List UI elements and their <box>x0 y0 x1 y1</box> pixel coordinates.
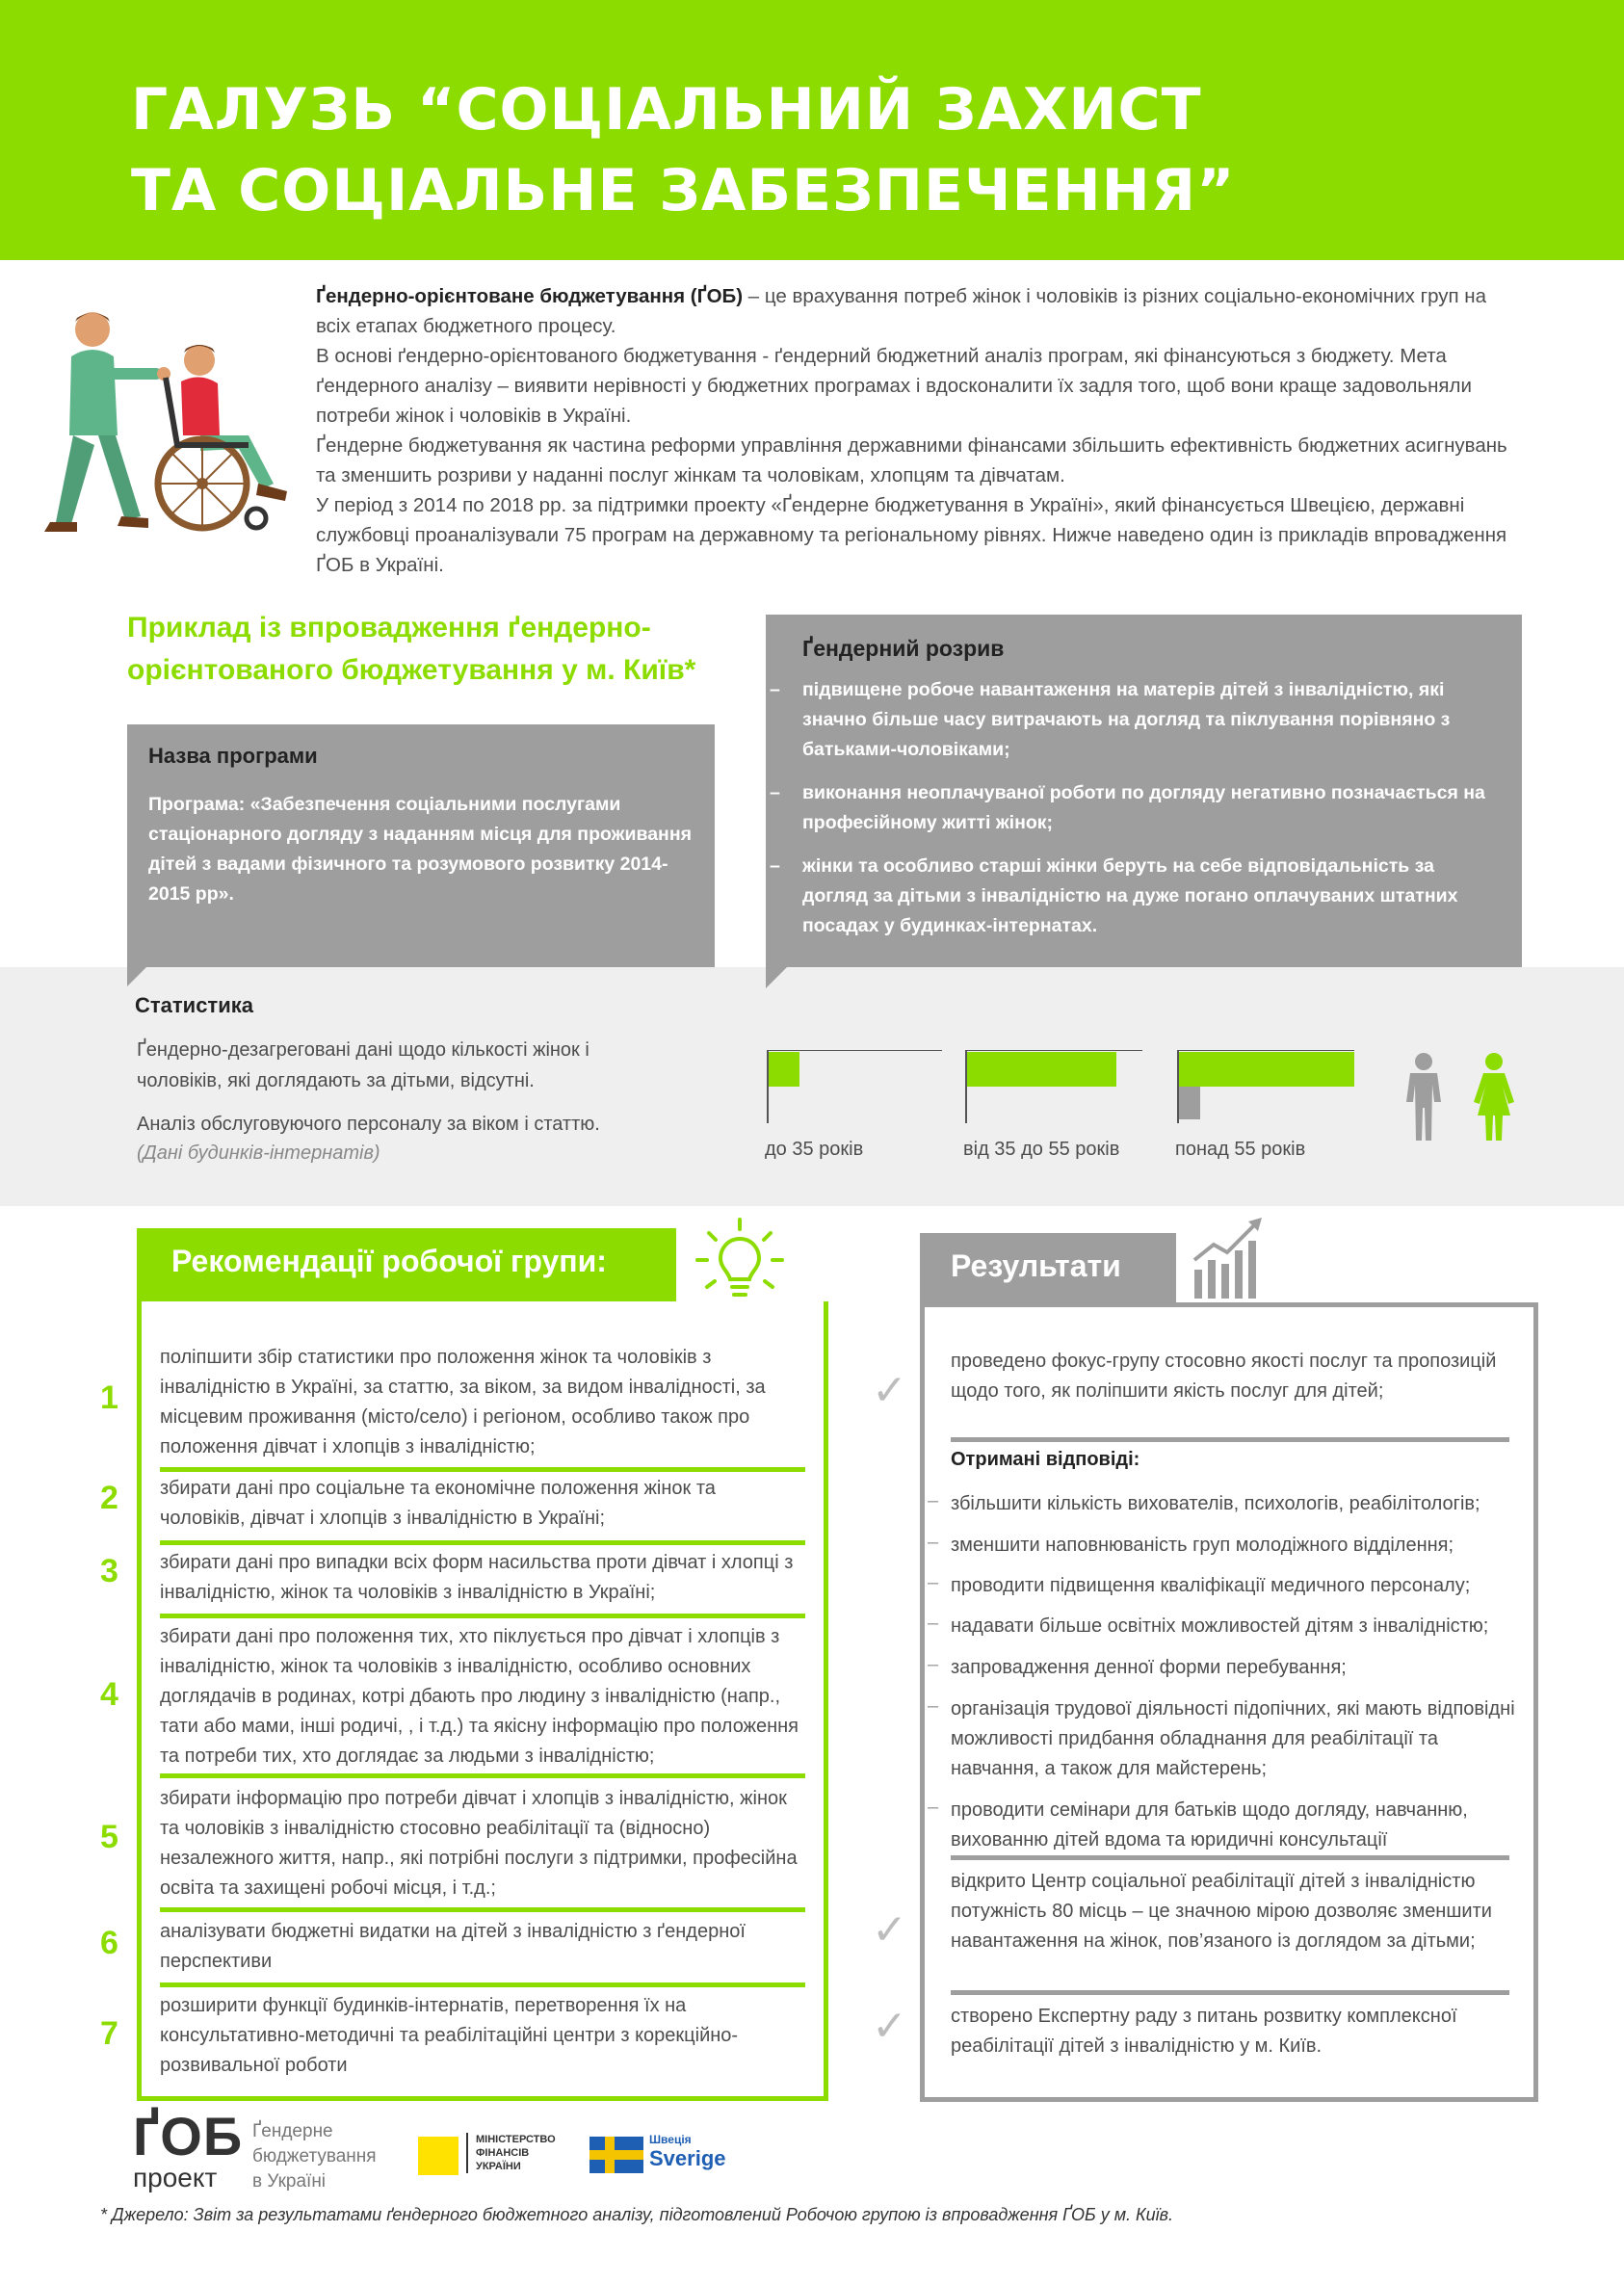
results-answer: запровадження денної форми перебування; <box>951 1657 1347 1678</box>
program-box <box>127 724 715 967</box>
gob-logo-subtext: проект <box>133 2163 218 2192</box>
results-answer: організація трудової діяльності підопічних, які мають відповідні можливості придбання обладнання для реабілітації та навчання, а також для майстерень; <box>951 1698 1515 1779</box>
recommendation-divider <box>160 1540 805 1545</box>
bar-category-label: від 35 до 55 років <box>963 1139 1120 1160</box>
recommendation-divider <box>160 1907 805 1912</box>
intro-definition: – це врахування потреб жінок і чоловіків із різних соціально-економічних груп на всіх етапах бюджетного процесу. <box>316 285 1487 337</box>
statistics-text: Ґендерно-дезагреговані дані щодо кількості жінок і чоловіків, які доглядають за дітьми, відсутні. <box>137 1039 589 1091</box>
recommendation-item: аналізувати бюджетні видатки на дітей з інвалідністю з ґендерної перспективи <box>160 1921 746 1972</box>
recommendation-item: розширити функції будинків-інтернатів, перетворення їх на консультативно-методичні та реабілітаційні центри з корекційно-розвивальної роботи <box>160 1995 739 2076</box>
sweden-logo-big: Sverige <box>649 2146 726 2170</box>
man-figure-icon <box>1402 1052 1445 1142</box>
bar-men <box>1179 1087 1200 1119</box>
results-answers-title: Отримані відповіді: <box>951 1449 1140 1470</box>
intro-paragraph-2: В основі ґендерно-орієнтованого бюджетування - ґендерний бюджетний аналіз програм, які фінансуються з бюджету. Мета ґендерного аналізу – виявити нерівності у бюджетних програмах і вдосконалити їх задля того, щоб вони краще задовольняли потреби жінок і чоловіків в Україні. <box>316 345 1472 427</box>
wheelchair-caregiver-illustration <box>21 301 310 541</box>
program-text: Програма: «Забезпечення соціальними послугами стаціонарного догляду з наданням місця для проживання дітей з вадами фізичного та розумового розвитку 2014-2015 рр». <box>148 794 692 905</box>
bar-group <box>963 1050 1142 1160</box>
results-focus-group: проведено фокус-групу стосовно якості послуг та пропозицій щодо того, як поліпшити якість послуг для дітей; <box>951 1351 1497 1402</box>
gob-logo-text: ҐОБ <box>133 2106 244 2166</box>
results-answer: проводити підвищення кваліфікації медичного персоналу; <box>951 1575 1471 1596</box>
dash-icon: – <box>928 1490 939 1511</box>
bar-group <box>765 1050 942 1160</box>
dash-icon: – <box>928 1613 939 1634</box>
gender-gap-list <box>802 675 1493 941</box>
intro-term: Ґендерно-орієнтоване бюджетування (ҐОБ) <box>316 285 744 307</box>
statistics-analysis-text: Аналіз обслуговуючого персоналу за віком і статтю. <box>137 1114 600 1135</box>
recommendation-item: збирати дані про положення тих, хто піклується про дівчат і хлопців з інвалідністю, жінок та чоловіків з інвалідністю, особливо основних доглядачів в родинах, котрі дбають про людину з інвалідністю (напр., тати або мами, інші родичі, , і т.д.) та якісну інформацію про положення та потреби тих, хто доглядає за людьми з інвалідністю; <box>160 1626 799 1767</box>
recommendations-tab: Рекомендації робочої групи: <box>137 1228 676 1301</box>
results-divider <box>951 1990 1509 1995</box>
bar-category-label: понад 55 років <box>1175 1139 1306 1160</box>
bar-axis <box>965 1050 1142 1051</box>
results-answer: зменшити наповнюваність груп молодіжного відділення; <box>951 1535 1454 1556</box>
intro-paragraph-4: У період з 2014 по 2018 рр. за підтримки проекту «Ґендерне бюджетування в Україні», який фінансується Швецією, державні службовці проаналізували 75 програм на державному та регіональному рівнях. Нижче наведено один із прикладів впровадження ҐОБ в Україні. <box>316 494 1507 576</box>
recommendation-item: збирати інформацію про потреби дівчат і хлопців з інвалідністю, жінок та чоловіків з інвалідністю стосовно реабілітації та (відносно) незалежного життя, напр., які потрібні послуги з підтримки, професійна освіта та захищені робочі місця, і т.д.; <box>160 1788 798 1899</box>
program-title: Назва програми <box>148 744 318 768</box>
dash-icon: – <box>928 1532 939 1553</box>
recommendation-number: 4 <box>100 1676 118 1713</box>
lightbulb-icon <box>695 1216 784 1304</box>
chart-growth-icon <box>1191 1216 1271 1299</box>
sweden-logo <box>649 2133 726 2171</box>
dash-icon: – <box>928 1572 939 1593</box>
program-box-tail <box>127 967 146 986</box>
recommendation-number: 3 <box>100 1553 118 1589</box>
gob-description <box>252 2119 377 2194</box>
gender-gap-item: – жінки та особливо старші жінки беруть на себе відповідальність за догляд за дітьми з інвалідністю на дуже погано оплачуваних штатних посадах у будинках-інтернатах. <box>802 852 1493 941</box>
results-answer: збільшити кількість вихователів, психологів, реабілітологів; <box>951 1493 1480 1514</box>
header-banner <box>0 0 1624 260</box>
statistics-title: Статистика <box>135 993 253 1017</box>
title-line-1: ГАЛУЗЬ “СОЦІАЛЬНИЙ ЗАХИСТ <box>131 76 1202 144</box>
recommendation-item: поліпшити збір статистики про положення жінок та чоловіків з інвалідністю в Україні, за статтю, за віком, за видом інвалідності, за місцевим проживання (місто/село) і регіоном, особливо також про положення дівчат і хлопців з інвалідністю; <box>160 1347 766 1457</box>
check-icon: ✓ <box>872 1367 907 1414</box>
intro-text <box>316 281 1520 580</box>
intro-paragraph-3: Ґендерне бюджетування як частина реформи управління державними фінансами збільшить ефективність бюджетних асигнувань та зменшить розриви у наданні послуг жінкам та чоловікам, хлопцям та дівчатам. <box>316 434 1507 486</box>
recommendation-number: 2 <box>100 1480 118 1516</box>
footnote-source: * Джерело: Звіт за результатами ґендерного бюджетного аналізу, підготовлений Робочою групою із впровадження ҐОБ у м. Київ. <box>100 2205 1174 2224</box>
gender-gap-title: Ґендерний розрив <box>802 636 1005 661</box>
example-title: Приклад із впровадження ґендерно-орієнтованого бюджетування у м. Київ* <box>127 612 696 686</box>
recommendation-divider <box>160 1467 805 1472</box>
results-answer: надавати більше освітніх можливостей дітям з інвалідністю; <box>951 1615 1489 1637</box>
check-icon: ✓ <box>872 2003 907 2050</box>
gender-gap-box-tail <box>766 967 787 988</box>
results-divider <box>951 1437 1509 1442</box>
gob-description-line: Ґендерне <box>252 2121 333 2141</box>
results-tab: Результати <box>920 1233 1176 1304</box>
sweden-flag-icon <box>589 2137 643 2173</box>
recommendation-divider <box>160 1982 805 1987</box>
results-outcome-council: створено Експертну раду з питань розвитку комплексної реабілітації дітей з інвалідністю у м. Київ. <box>951 2006 1457 2057</box>
sweden-logo-small: Швеція <box>649 2133 692 2146</box>
dash-icon: – <box>928 1695 939 1717</box>
bar-women <box>769 1052 799 1087</box>
woman-figure-icon <box>1470 1052 1518 1142</box>
gob-project-logo <box>133 2106 244 2192</box>
bar-axis <box>1177 1050 1354 1051</box>
bar-axis <box>767 1050 942 1051</box>
gender-gap-item: – виконання неоплачуваної роботи по догляду негативно позначається на професійному житті жінок; <box>802 778 1493 838</box>
gob-description-line: в Україні <box>252 2171 327 2192</box>
recommendation-number: 1 <box>100 1379 118 1416</box>
check-icon: ✓ <box>872 1906 907 1954</box>
minfin-logo-text: МІНІСТЕРСТВО ФІНАНСІВ УКРАЇНИ <box>466 2133 572 2173</box>
results-divider <box>951 1855 1509 1860</box>
recommendation-divider <box>160 1773 805 1778</box>
title-line-2: ТА СОЦІАЛЬНЕ ЗАБЕЗПЕЧЕННЯ” <box>131 157 1236 224</box>
statistics-analysis <box>137 1110 676 1168</box>
bar-women <box>1179 1052 1354 1087</box>
recommendation-number: 7 <box>100 2015 118 2052</box>
recommendation-number: 5 <box>100 1819 118 1855</box>
results-outcome-center: відкрито Центр соціальної реабілітації дітей з інвалідністю потужність 80 місць – це значною мірою дозволяє зменшити навантаження на жінок, пов’язаного із доглядом за дітьми; <box>951 1871 1492 1952</box>
gob-description-line: бюджетування <box>252 2146 377 2166</box>
recommendation-item: збирати дані про соціальне та економічне положення жінок та чоловіків, дівчат і хлопців з інвалідністю в Україні; <box>160 1478 716 1529</box>
results-answer: проводити семінари для батьків щодо догляду, навчанню, вихованню дітей вдома та юридичні консультації <box>951 1799 1468 1851</box>
dash-icon: – <box>928 1797 939 1818</box>
gender-gap-box <box>766 615 1522 967</box>
page-title <box>131 69 1236 231</box>
minfin-logo-icon <box>418 2137 458 2175</box>
recommendation-divider <box>160 1614 805 1618</box>
recommendation-number: 6 <box>100 1925 118 1961</box>
bar-category-label: до 35 років <box>765 1139 864 1160</box>
bar-group <box>1175 1050 1354 1160</box>
gender-gap-item: – підвищене робоче навантаження на матерів дітей з інвалідністю, які значно більше часу витрачають на догляд та піклування порівняно з батьками-чоловіками; <box>802 675 1493 765</box>
statistics-source: (Дані будинків-інтернатів) <box>137 1142 380 1164</box>
bar-women <box>967 1052 1116 1087</box>
dash-icon: – <box>928 1654 939 1675</box>
recommendation-item: збирати дані про випадки всіх форм насильства проти дівчат і хлопці з інвалідністю, жінок та чоловіків з інвалідністю в Україні; <box>160 1552 794 1603</box>
